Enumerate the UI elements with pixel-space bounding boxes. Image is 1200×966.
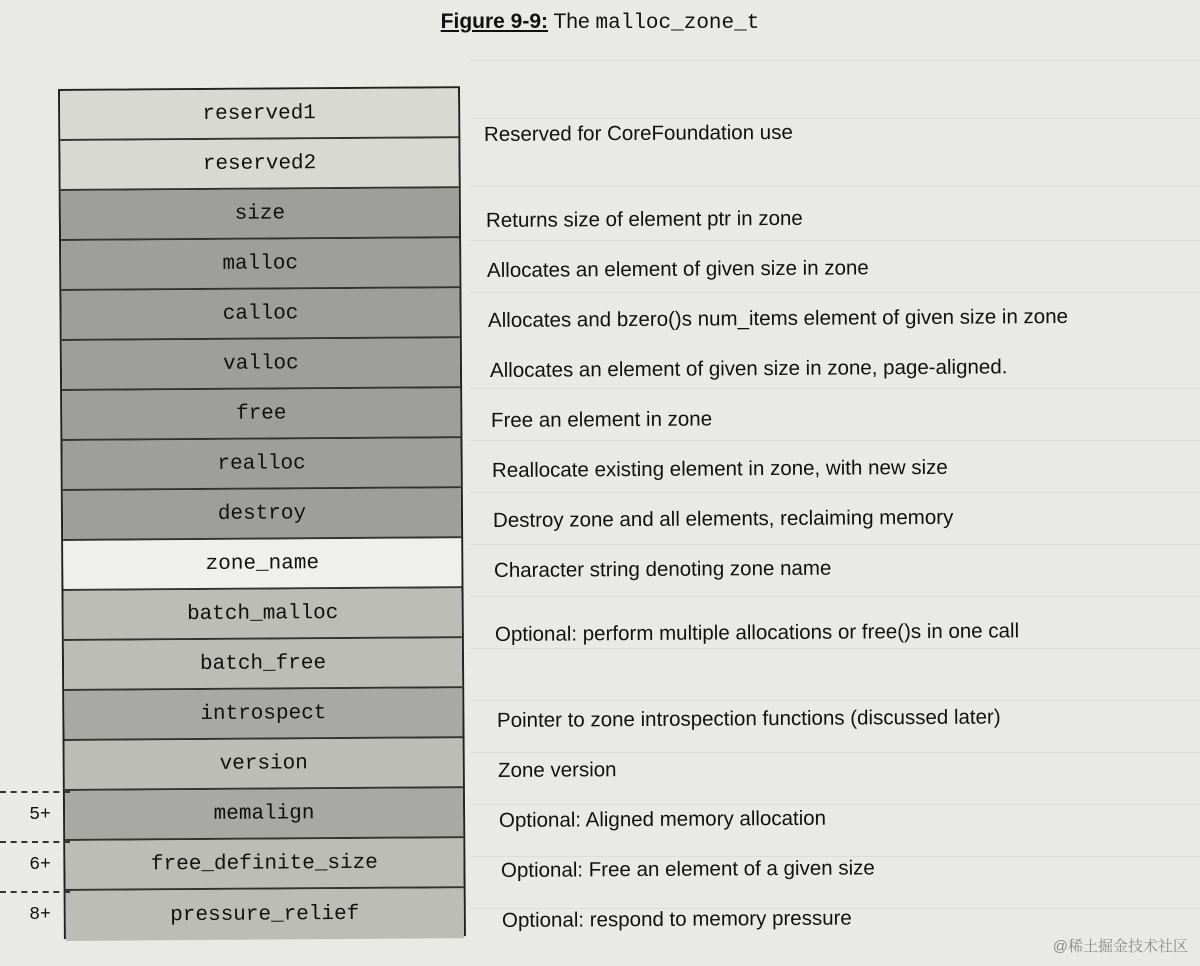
desc-valloc: Allocates an element of given size in zone, page-aligned. bbox=[489, 355, 1007, 382]
desc-size: Returns size of element ptr in zone bbox=[486, 206, 804, 232]
field-pressure-relief: pressure_relief bbox=[66, 888, 464, 941]
figure-title bbox=[0, 10, 1200, 35]
figure-title-text: The bbox=[553, 10, 590, 33]
version-marker: 6+ bbox=[29, 855, 51, 875]
desc-free-definite-size: Optional: Free an element of a given size bbox=[500, 856, 875, 882]
desc-calloc: Allocates and bzero()s num_items element of given size in zone bbox=[488, 304, 1069, 332]
field-malloc: malloc bbox=[61, 238, 459, 291]
field-zone-name: zone_name bbox=[63, 538, 461, 591]
desc-malloc: Allocates an element of given size in zone bbox=[487, 256, 870, 282]
desc-destroy: Destroy zone and all elements, reclaiming memory bbox=[492, 505, 954, 532]
desc-batch-malloc: Optional: perform multiple allocations or free()s in one call bbox=[494, 619, 1020, 646]
field-destroy: destroy bbox=[63, 488, 461, 541]
figure-title-code: malloc_zone_t bbox=[595, 12, 760, 35]
field-free-definite-size: free_definite_size bbox=[65, 838, 463, 891]
desc-reserved1: Reserved for CoreFoundation use bbox=[483, 120, 793, 146]
field-size: size bbox=[61, 188, 459, 241]
desc-zone-name: Character string denoting zone name bbox=[493, 556, 832, 582]
desc-pressure-relief: Optional: respond to memory pressure bbox=[501, 906, 852, 932]
field-valloc: valloc bbox=[62, 338, 460, 391]
field-reserved2: reserved2 bbox=[60, 138, 458, 191]
field-introspect: introspect bbox=[64, 688, 462, 741]
version-divider bbox=[0, 891, 70, 893]
field-batch-malloc: batch_malloc bbox=[64, 588, 462, 641]
field-free: free bbox=[62, 388, 460, 441]
desc-realloc: Reallocate existing element in zone, with new size bbox=[491, 455, 948, 482]
watermark: @稀土掘金技术社区 bbox=[1052, 938, 1188, 955]
struct-diagram bbox=[58, 86, 466, 939]
figure-label: Figure 9-9: bbox=[440, 10, 549, 33]
desc-free: Free an element in zone bbox=[490, 407, 712, 432]
field-batch-free: batch_free bbox=[64, 638, 462, 691]
version-marker: 5+ bbox=[29, 805, 51, 825]
field-version: version bbox=[65, 738, 463, 791]
field-realloc: realloc bbox=[62, 438, 460, 491]
desc-introspect: Pointer to zone introspection functions (discussed later) bbox=[497, 705, 1001, 732]
field-reserved1: reserved1 bbox=[60, 88, 458, 141]
version-marker: 8+ bbox=[29, 905, 51, 925]
desc-memalign: Optional: Aligned memory allocation bbox=[499, 806, 827, 832]
field-memalign: memalign bbox=[65, 788, 463, 841]
version-divider bbox=[0, 841, 70, 843]
field-calloc: calloc bbox=[61, 288, 459, 341]
desc-version: Zone version bbox=[498, 758, 617, 782]
version-divider bbox=[0, 791, 70, 793]
